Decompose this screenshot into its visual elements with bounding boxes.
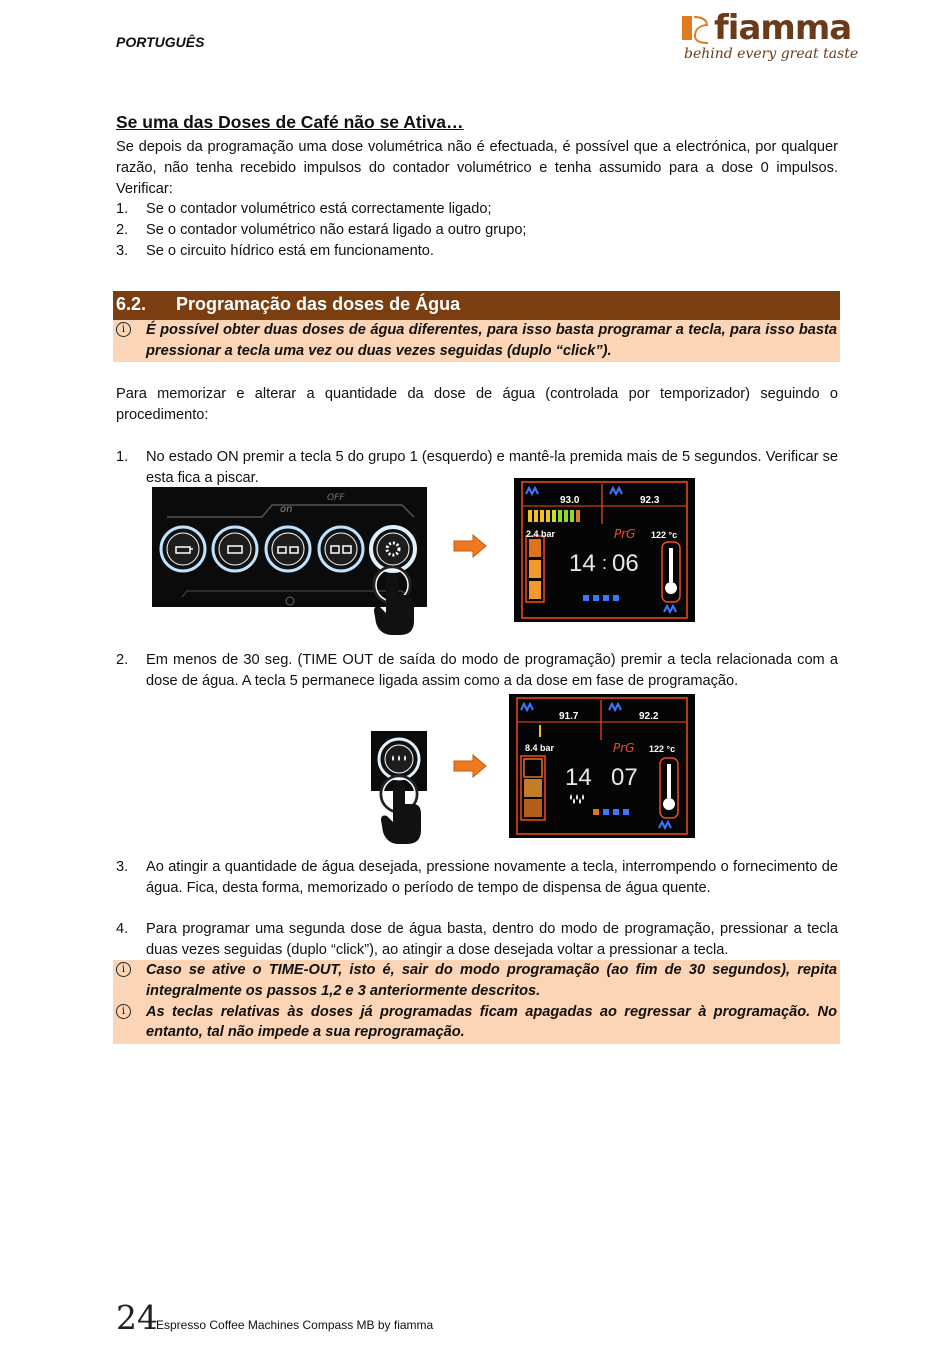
- language-label: PORTUGUÊS: [116, 34, 205, 50]
- section-number: 6.2.: [116, 294, 147, 314]
- display-2-mode: PrG: [613, 741, 635, 755]
- note-row: i Caso se ative o TIME-OUT, isto é, sair do modo programação (ao fim de 30 segundos), repita integralmente os passos 1,2 e 3 anteriormente descritos.: [113, 960, 840, 1002]
- logo-tagline: behind every great taste: [684, 46, 859, 62]
- display-screen-1: [514, 478, 695, 622]
- panel-on-label: on: [280, 504, 293, 515]
- fiamma-logo: [682, 8, 859, 68]
- panel-off-label: OFF: [327, 493, 345, 503]
- display-1-temp-left: 93.0: [560, 495, 580, 506]
- step-3: 3. Ao atingir a quantidade de água desejada, pressione novamente a tecla, interrompendo o fornecimento de água. Fica, desta forma, memorizado o período de tempo de dispensa de água quente.: [116, 859, 838, 896]
- fiamma-logo-mark-icon: [682, 14, 712, 46]
- step-1: 1. No estado ON premir a tecla 5 do grupo 1 (esquerdo) e mantê-la premida mais de 5 segundos. Verificar se esta fica a piscar.: [116, 449, 838, 486]
- hand-pointer-icon: [377, 774, 427, 846]
- info-circle-icon: i: [116, 322, 131, 337]
- display-1-boiler-temp: 122 °c: [651, 530, 678, 540]
- list-item: 1. Se o contador volumétrico está correctamente ligado;: [116, 201, 492, 217]
- display-2-pressure: 8.4 bar: [525, 743, 555, 753]
- display-2-temp-left: 91.7: [559, 711, 579, 722]
- display-1-pressure: 2.4 bar: [526, 529, 556, 539]
- hand-pointer-icon: [370, 565, 420, 637]
- list-item: 2. Se o contador volumétrico não estará ligado a outro grupo;: [116, 221, 527, 238]
- note-box-top: [113, 320, 840, 362]
- display-2-temp-right: 92.2: [639, 711, 659, 722]
- display-1-temp-right: 92.3: [640, 495, 660, 506]
- display-1-mode: PrG: [614, 527, 636, 541]
- checks-list: [116, 199, 836, 261]
- note-row: i As teclas relativas às doses já programadas ficam apagadas ao regressar à programação. No entanto, tal não impede a sua reprogramação.: [113, 1002, 840, 1044]
- procedure-intro: Para memorizar e alterar a quantidade da dose de água (controlada por temporizador) seguindo o procedimento:: [116, 386, 838, 423]
- step-4: 4. Para programar uma segunda dose de água basta, dentro do modo de programação, pressionar a tecla duas vezes seguidas (duplo “click”), ao atingir a dose desejada voltar a pressionar a tecla.: [116, 921, 838, 958]
- arrow-right-icon: [453, 534, 487, 558]
- svg-text::: :: [602, 553, 608, 573]
- note-row: i É possível obter duas doses de água diferentes, para isso basta programar a tecla, para isso basta pressionar a tecla uma vez ou duas vezes seguidas (duplo “click”).: [113, 320, 840, 362]
- display-2-boiler-temp: 122 °c: [649, 744, 676, 754]
- display-1-hours: 14: [569, 550, 596, 577]
- list-item: 3. Se o circuito hídrico está em funcionamento.: [116, 242, 434, 259]
- button-panel-photo: [152, 487, 427, 607]
- info-circle-icon: i: [116, 962, 131, 977]
- section-title: Programação das doses de Água: [176, 294, 461, 314]
- section-heading-inactive-doses: Se uma das Doses de Café não se Ativa…: [116, 112, 464, 132]
- display-1-minutes: 06: [612, 550, 639, 577]
- display-screen-2: [509, 694, 695, 838]
- step-2: 2. Em menos de 30 seg. (TIME OUT de saída do modo de programação) premir a tecla relacionada com a dose de água. A tecla 5 permanece ligada assim como a da dose em fase de programação.: [116, 652, 838, 689]
- section-heading-bar: [113, 291, 840, 320]
- footer-text: Espresso Coffee Machines Compass MB by fiamma: [156, 1318, 434, 1332]
- inactive-doses-paragraph: Se depois da programação uma dose volumétrica não é efectuada, é possível que a electrónica, por qualquer razão, não tenha recebido impulsos do contador volumétrico e tenha assumido para a dose 0 impulsos. Verificar:: [116, 139, 838, 197]
- note-box-bottom: [113, 960, 840, 1044]
- display-2-hours: 14: [565, 764, 592, 791]
- info-circle-icon: i: [116, 1004, 131, 1019]
- arrow-right-icon: [453, 754, 487, 778]
- logo-wordmark: fiamma: [714, 8, 852, 48]
- page-number: 24: [116, 1298, 158, 1337]
- display-2-minutes: 07: [611, 764, 638, 791]
